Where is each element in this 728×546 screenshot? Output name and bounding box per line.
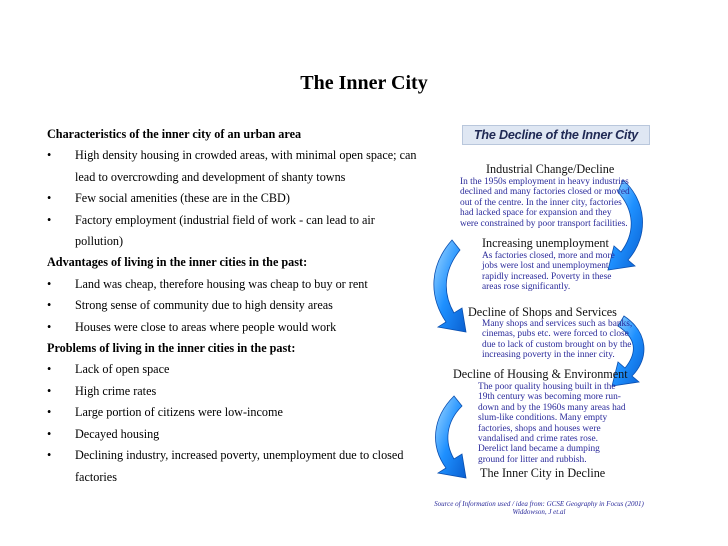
bullet-dot: • xyxy=(47,383,52,398)
bullet-item: • Houses were close to areas where people would work xyxy=(47,317,422,338)
bullet-dot: • xyxy=(47,191,52,206)
diagram-title: The Decline of the Inner City xyxy=(462,125,650,145)
bullet-dot: • xyxy=(47,448,52,463)
advantages-heading: Advantages of living in the inner cities in the past: xyxy=(47,255,308,270)
bullet-dot: • xyxy=(47,319,52,334)
bullet-dot: • xyxy=(47,362,52,377)
stage-heading: Decline of Shops and Services xyxy=(468,305,617,319)
bullet-item: • High crime rates xyxy=(47,381,422,402)
bullet-dot: • xyxy=(47,148,52,163)
source-citation: Source of Information used / idea from: GCSE Geography in Focus (2001) Widdowson, J et.al xyxy=(434,500,644,517)
bullet-item: • Large portion of citizens were low-income xyxy=(47,402,422,423)
stage-heading: Industrial Change/Decline xyxy=(486,162,615,176)
stage-text: The poor quality housing built in the 19th century was becoming more run-down and by the 1960s many areas had slum-like conditions. Many empty factories, shops and houses were vandalised and crime rates rose. Derelict land became a dumping ground for litter and rubbish. xyxy=(478,382,626,465)
bullet-item: • Lack of open space xyxy=(47,359,422,380)
bullet-dot: • xyxy=(47,405,52,420)
text-column xyxy=(47,124,422,488)
problems-heading: Problems of living in the inner cities in the past: xyxy=(47,341,296,356)
stage-heading: The Inner City in Decline xyxy=(480,466,606,480)
bullet-item: • Land was cheap, therefore housing was cheap to buy or rent xyxy=(47,274,422,295)
stage-heading: Decline of Housing & Environment xyxy=(453,367,628,381)
bullet-item: • Factory employment (industrial field of work - can lead to air pollution) xyxy=(47,210,422,253)
bullet-item: • Strong sense of community due to high density areas xyxy=(47,295,422,316)
curved-arrow-icon xyxy=(436,396,466,478)
characteristics-heading: Characteristics of the inner city of an urban area xyxy=(47,127,302,141)
stage-text: Many shops and services such as banks, cinemas, pubs etc. were forced to close due to lack of custom brought on by the increasing poverty in the inner city. xyxy=(482,319,633,361)
page-title: The Inner City xyxy=(300,72,428,94)
decline-diagram xyxy=(428,120,650,517)
bullet-dot: • xyxy=(47,426,52,441)
bullet-item: • Declining industry, increased poverty, unemployment due to closed factories xyxy=(47,445,422,488)
bullet-dot: • xyxy=(47,212,52,227)
curved-arrow-icon xyxy=(434,240,466,332)
stage-heading: Increasing unemployment xyxy=(482,236,609,250)
stage-text: In the 1950s employment in heavy industries declined and many factories closed or moved out of the centre. In the inner city, factories had lacked space for expansion and they were constrained by poor transport facilities. xyxy=(460,177,630,229)
bullet-dot: • xyxy=(47,298,52,313)
stage-text: As factories closed, more and more jobs were lost and unemployment rapidly increased. Poverty in these areas rose significantly. xyxy=(482,251,615,293)
bullet-item: • High density housing in crowded areas, with minimal open space; can lead to overcrowding and development of shanty towns xyxy=(47,145,422,188)
bullet-dot: • xyxy=(47,276,52,291)
bullet-item: • Decayed housing xyxy=(47,424,422,445)
bullet-item: • Few social amenities (these are in the CBD) xyxy=(47,188,422,209)
